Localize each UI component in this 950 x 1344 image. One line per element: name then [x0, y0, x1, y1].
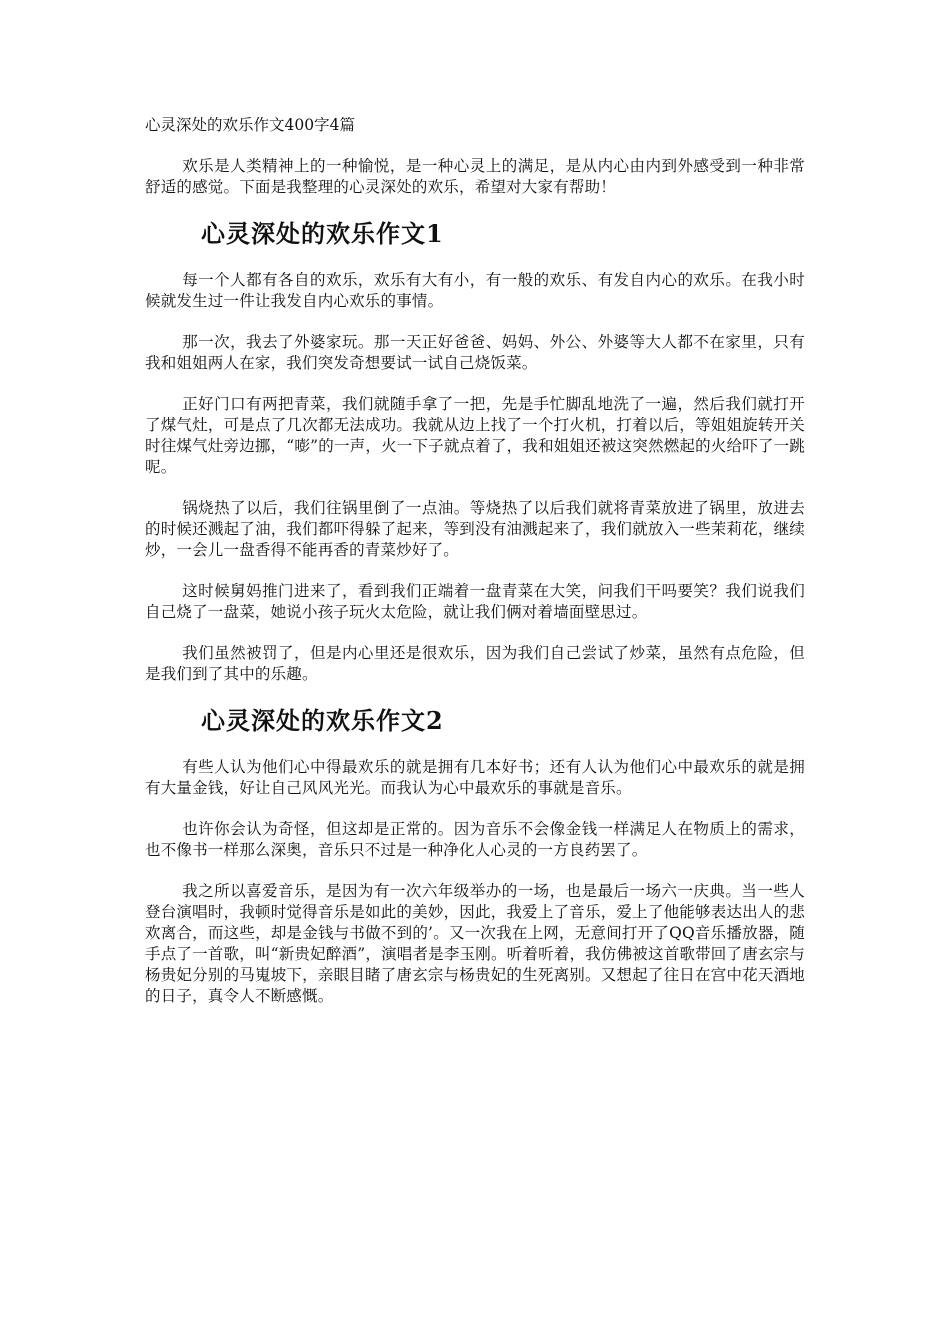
paragraph: 这时候舅妈推门进来了，看到我们正端着一盘青菜在大笑，问我们干吗要笑？我们说我们自己烧了一盘菜，她说小孩子玩火太危险，就让我们俩对着墙面壁思过。	[145, 582, 805, 621]
intro-paragraph: 欢乐是人类精神上的一种愉悦，是一种心灵上的满足，是从内心由内到外感受到一种非常舒适的感觉。下面是我整理的心灵深处的欢乐，希望对大家有帮助！	[145, 157, 805, 196]
section-heading: 心灵深处的欢乐作文2	[201, 706, 444, 735]
paragraph: 那一次，我去了外婆家玩。那一天正好爸爸、妈妈、外公、外婆等大人都不在家里，只有我和姐姐两人在家，我们突发奇想要试一试自己烧饭菜。	[145, 333, 805, 372]
paragraph: 我们虽然被罚了，但是内心里还是很欢乐，因为我们自己尝试了炒菜，虽然有点危险，但是我们到了其中的乐趣。	[145, 644, 805, 683]
document-page	[145, 112, 805, 1027]
section-heading: 心灵深处的欢乐作文1	[201, 219, 444, 248]
paragraph: 我之所以喜爱音乐，是因为有一次六年级举办的一场，也是最后一场六一庆典。当一些人登台演唱时，我顿时觉得音乐是如此的美妙，因此，我爱上了音乐，爱上了他能够表达出人的悲欢离合，而这些，却是金钱与书做不到的’。又一次我在上网，无意间打开了QQ音乐播放器，随手点了一首歌，叫“新贵妃醉酒”，演唱者是李玉刚。听着听着，我仿佛被这首歌带回了唐玄宗与杨贵妃分别的马嵬坡下，亲眼目睹了唐玄宗与杨贵妃的生死离别。又想起了往日在宫中花天酒地的日子，真令人不断感慨。	[145, 882, 805, 1005]
paragraph: 也许你会认为奇怪，但这却是正常的。因为音乐不会像金钱一样满足人在物质上的需求，也不像书一样那么深奥，音乐只不过是一种净化人心灵的一方良药罢了。	[145, 820, 805, 859]
essay-section-1	[145, 218, 805, 685]
paragraph: 有些人认为他们心中得最欢乐的就是拥有几本好书；还有人认为他们心中最欢乐的就是拥有大量金钱，好让自己风风光光。而我认为心中最欢乐的事就是音乐。	[145, 758, 805, 797]
paragraph: 锅烧热了以后，我们往锅里倒了一点油。等烧热了以后我们就将青菜放进了锅里，放进去的时候还溅起了油，我们都吓得躲了起来，等到没有油溅起来了，我们就放入一些茉莉花，继续炒，一会儿一盘香得不能再香的青菜炒好了。	[145, 499, 805, 559]
paragraph: 正好门口有两把青菜，我们就随手拿了一把，先是手忙脚乱地洗了一遍，然后我们就打开了煤气灶，可是点了几次都无法成功。我就从边上找了一个打火机，打着以后，等姐姐旋转开关时往煤气灶旁边挪，“嘭”的一声，火一下子就点着了，我和姐姐还被这突然燃起的火给吓了一跳呢。	[145, 395, 805, 476]
document-title: 心灵深处的欢乐作文400字4篇	[145, 116, 355, 134]
paragraph: 每一个人都有各自的欢乐，欢乐有大有小，有一般的欢乐、有发自内心的欢乐。在我小时候就发生过一件让我发自内心欢乐的事情。	[145, 271, 805, 310]
essay-section-2	[145, 705, 805, 1007]
